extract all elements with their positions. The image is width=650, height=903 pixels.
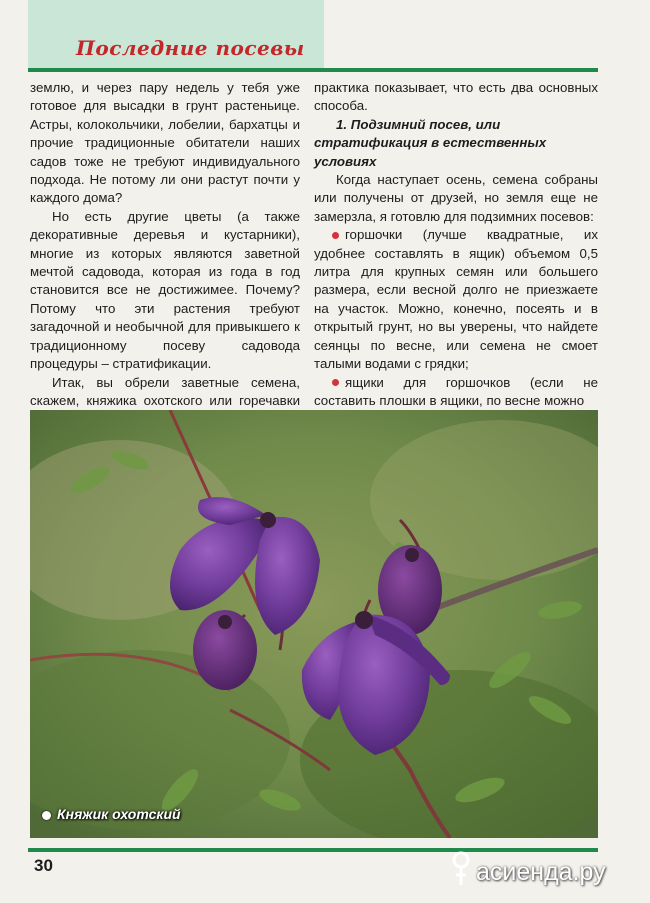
watermark-text: асиенда.ру <box>476 857 606 886</box>
bullet-icon <box>332 379 339 386</box>
bullet-text-2: ящики для горшочков (если не составить плошки в ящики, по весне можно <box>314 374 598 408</box>
top-rule <box>28 68 598 72</box>
left-paragraph-2: Но есть другие цветы (а также декоративные деревья и кустарники), многие из которых являются заветной мечтой садовода, которая из года в год становится все не достижимее. Почему? Потому что эти растения требуют загадочной и необычной для привыкшего к традиционному посеву садовода процедуры – стратификации. <box>30 208 300 372</box>
left-paragraph-3: Итак, вы обрели заветные семена, скажем, княжика охотского или горечавки <box>30 374 300 408</box>
photo-caption <box>42 806 181 822</box>
right-paragraph: Когда наступает осень, семена собраны или получены от друзей, но земля еще не замерзла, я готовлю для подзимних посевов: <box>314 172 598 224</box>
right-column <box>314 79 598 410</box>
watermark <box>450 852 640 892</box>
bullet-item-1 <box>314 226 598 373</box>
bullet-text-1: горшочки (лучше квадратные, их удобнее составлять в ящик) объемом 0,5 литра для крупных семян или большего размера, если весной долго не приезжаете на участок. Можно, конечно, посеять и в открытый грунт, но вы уверены, что найдете сеянцы по весне, или семена не смоет талыми водами с грядки; <box>314 227 598 372</box>
page-number: 30 <box>34 856 53 875</box>
bullet-icon <box>332 232 339 239</box>
right-intro: практика показывает, что есть два основных способа. <box>314 80 598 114</box>
left-column <box>30 79 300 466</box>
caption-text: Княжик охотский <box>57 806 181 822</box>
caption-bullet-icon <box>42 811 51 820</box>
section-title: Последние посевы <box>76 36 305 60</box>
flower-photo-illustration <box>30 410 598 838</box>
subheading: 1. Подзимний посев, или стратификация в естественных условиях <box>314 116 547 169</box>
flower-photo <box>30 410 598 838</box>
left-paragraph-1: землю, и через пару недель у тебя уже готовое для высадки в грунт растеньице. Астры, колокольчики, лобелии, бархатцы и прочие традиционные обитатели наших садов тоже не требуют индивидуального подхода. Не потому ли они растут почти у каждого дома? <box>30 80 300 206</box>
watermark-logo-icon <box>450 851 472 894</box>
bullet-item-2 <box>314 374 598 411</box>
